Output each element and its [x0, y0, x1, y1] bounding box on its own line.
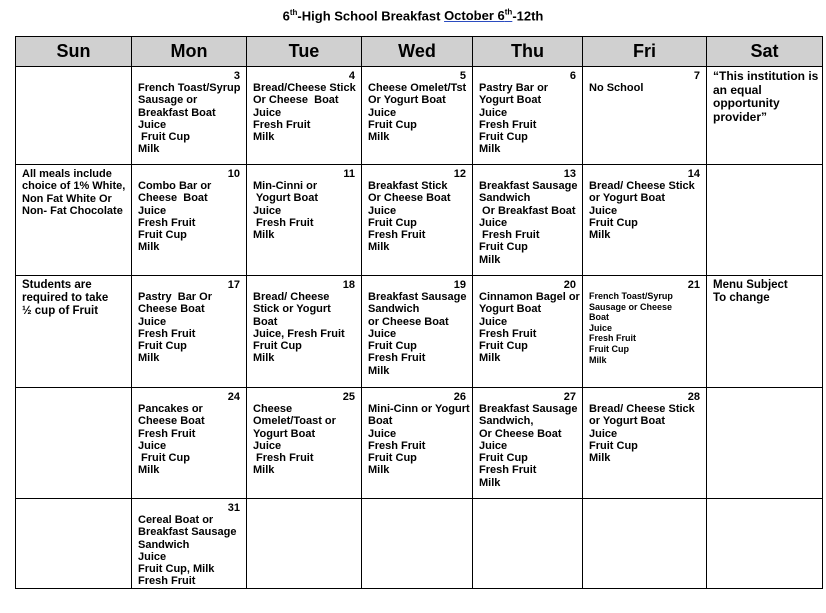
menu-item: Fresh Fruit [589, 333, 637, 344]
menu-item: Juice [138, 315, 167, 328]
date-number: 27 [563, 391, 576, 403]
menu-item: Juice [368, 327, 397, 340]
menu-item: Pastry Bar Or [138, 291, 212, 303]
menu-item: Juice [253, 439, 282, 452]
menu-item: Sausage or Cheese [589, 301, 673, 312]
menu-item: Juice [138, 550, 167, 563]
day-cell-mon [132, 276, 247, 388]
day-cell-mon [132, 499, 247, 589]
day-cell-tue [247, 276, 362, 388]
menu-item: No School [589, 82, 644, 94]
menu-item: Fresh Fruit [138, 427, 196, 440]
menu-item: Boat [368, 415, 393, 428]
date-number: 19 [453, 279, 466, 291]
menu-item: Fruit Cup [479, 241, 528, 254]
menu-item: Sandwich, [479, 415, 534, 428]
date-number: 24 [227, 391, 240, 403]
day-cell-tue [247, 165, 362, 276]
day-cell-thu [473, 499, 583, 589]
title-grade-sup: th [289, 8, 298, 17]
day-header-row [16, 37, 823, 67]
menu-item: Yogurt Boat [479, 94, 542, 107]
menu-item: Breakfast Stick [368, 180, 448, 192]
menu-item: Fruit Cup [138, 229, 187, 242]
menu-item: Or Cheese Boat [253, 94, 339, 107]
menu-item: Combo Bar or [138, 180, 212, 192]
menu-item: To change [713, 292, 770, 304]
day-cell-sat [707, 67, 823, 165]
menu-item: Juice [368, 204, 397, 217]
menu-item: Juice [589, 204, 618, 217]
title-text: -High School Breakfast [297, 8, 445, 24]
menu-item: Min-Cinni or [253, 180, 318, 192]
menu-item: Cheese Boat [138, 415, 205, 428]
menu-item: Breakfast Sausage [138, 526, 237, 539]
day-header-wed: Wed [362, 37, 473, 67]
menu-item: Juice [479, 106, 508, 119]
day-header-tue: Tue [247, 37, 362, 67]
menu-item: Milk [368, 241, 390, 254]
menu-item: Bread/ Cheese [253, 291, 330, 303]
menu-item: Fresh Fruit [479, 118, 537, 131]
menu-item: Fruit Cup, Milk [138, 563, 215, 576]
menu-item: Milk [368, 464, 390, 477]
day-cell-wed [362, 499, 473, 589]
menu-item: Breakfast Boat [138, 106, 216, 119]
date-number: 3 [233, 70, 240, 82]
calendar-table [15, 36, 823, 589]
menu-item: Yogurt Boat [253, 427, 316, 440]
title-range: -12th [512, 8, 544, 24]
menu-item: Milk [368, 131, 390, 144]
date-number: 10 [227, 168, 240, 180]
menu-item: Milk [253, 352, 275, 365]
menu-item: Milk [589, 354, 607, 365]
day-cell-thu [473, 165, 583, 276]
date-number: 25 [342, 391, 355, 403]
menu-item: or Yogurt Boat [589, 415, 665, 428]
date-number: 11 [343, 168, 355, 180]
menu-item: Milk [479, 352, 501, 365]
menu-item: “This institution is [713, 69, 819, 83]
menu-item: Milk [138, 241, 160, 254]
day-cell-wed [362, 276, 473, 388]
menu-item: Milk [479, 253, 501, 266]
date-number: 12 [453, 168, 466, 180]
menu-item: Milk [138, 464, 160, 477]
menu-item: Fresh Fruit [479, 327, 537, 340]
day-cell-sat [707, 388, 823, 499]
menu-item: Juice [479, 439, 508, 452]
menu-item: Juice [479, 315, 508, 328]
menu-item: Fruit Cup [589, 343, 629, 354]
menu-item: Fresh Fruit [253, 452, 314, 465]
menu-item: Juice [138, 118, 167, 131]
day-header-fri: Fri [583, 37, 707, 67]
menu-item: Juice, Fresh Fruit [253, 327, 345, 340]
menu-item: Fruit Cup [253, 340, 302, 353]
menu-item: Fruit Cup [479, 131, 528, 144]
menu-item: Fruit Cup [368, 452, 417, 465]
menu-item: Fresh Fruit [479, 229, 540, 242]
menu-item: Fresh Fruit [368, 439, 426, 452]
menu-item: Milk [589, 229, 611, 242]
menu-item: Milk [479, 143, 501, 156]
day-cell-sun [16, 276, 132, 388]
menu-item: Sausage or [138, 94, 198, 107]
day-header-sun: Sun [16, 37, 132, 67]
menu-item: Breakfast Sausage [479, 180, 578, 192]
date-number: 17 [227, 279, 240, 291]
day-cell-sat [707, 276, 823, 388]
week-row [16, 67, 823, 165]
menu-item: Sandwich [368, 303, 420, 316]
date-number: 13 [563, 168, 576, 180]
day-cell-fri [583, 165, 707, 276]
menu-item: Fruit Cup [138, 340, 187, 353]
menu-item: Cinnamon Bagel or [479, 291, 580, 303]
day-header-mon: Mon [132, 37, 247, 67]
menu-item: Fresh Fruit [368, 352, 426, 365]
date-number: 6 [569, 70, 576, 82]
date-number: 20 [563, 279, 576, 291]
menu-item: Fruit Cup [589, 439, 638, 452]
menu-item: ½ cup of Fruit [22, 305, 99, 317]
day-cell-mon [132, 165, 247, 276]
date-number: 4 [348, 70, 355, 82]
menu-item: French Toast/Syrup [589, 291, 673, 301]
menu-item: Juice [479, 216, 508, 229]
menu-item: Or Breakfast Boat [479, 204, 576, 217]
day-cell-tue [247, 67, 362, 165]
date-number: 18 [342, 279, 355, 291]
day-cell-tue [247, 388, 362, 499]
menu-item: Non- Fat Chocolate [22, 204, 123, 217]
day-cell-fri [583, 499, 707, 589]
menu-item: Sandwich [138, 538, 190, 551]
menu-item: required to take [22, 292, 109, 304]
day-header-sat: Sat [707, 37, 823, 67]
day-cell-sat [707, 499, 823, 589]
menu-item: Milk [368, 364, 390, 377]
title-month-text: October 6 [444, 8, 505, 24]
day-cell-fri [583, 388, 707, 499]
day-cell-sat [707, 165, 823, 276]
menu-item: Or Yogurt Boat [368, 94, 446, 107]
menu-item: Bread/Cheese Stick [253, 82, 356, 94]
menu-item: French Toast/Syrup [138, 82, 241, 94]
menu-item: Students are [22, 279, 92, 291]
day-cell-sun [16, 388, 132, 499]
date-number: 21 [687, 279, 700, 291]
day-cell-wed [362, 388, 473, 499]
date-number: 5 [459, 70, 466, 82]
menu-item: Stick or Yogurt [253, 303, 331, 316]
menu-item: provider” [713, 109, 768, 124]
menu-item: Boat [589, 312, 609, 323]
date-number: 7 [693, 70, 700, 82]
menu-item: an equal [713, 82, 762, 97]
menu-item: Cheese [253, 403, 293, 415]
menu-item: Juice [138, 204, 167, 217]
menu-item: Fruit Cup [368, 340, 417, 353]
day-cell-mon [132, 388, 247, 499]
menu-item: opportunity [713, 96, 780, 110]
menu-item: Cereal Boat or [138, 514, 214, 526]
menu-item: Fresh Fruit [253, 216, 314, 229]
menu-item: Fresh Fruit [253, 118, 311, 131]
day-cell-thu [473, 388, 583, 499]
day-cell-sun [16, 67, 132, 165]
menu-item: Milk [253, 229, 275, 242]
menu-item: Juice [368, 106, 397, 119]
day-cell-wed [362, 67, 473, 165]
date-number: 31 [227, 502, 240, 514]
title-grade: 6 [282, 8, 290, 24]
day-cell-thu [473, 67, 583, 165]
menu-item: Mini-Cinn or Yogurt [368, 403, 470, 415]
menu-item: Boat [253, 315, 278, 328]
day-cell-sun [16, 165, 132, 276]
day-cell-wed [362, 165, 473, 276]
menu-item: Fresh Fruit [138, 216, 196, 229]
title-month-sup: th [504, 8, 513, 17]
menu-item: Juice [253, 106, 282, 119]
menu-item: Bread/ Cheese Stick [589, 403, 695, 415]
day-cell-fri [583, 276, 707, 388]
menu-item: Yogurt Boat [253, 192, 318, 205]
menu-item: Fresh Fruit [368, 229, 426, 242]
page-title [0, 8, 826, 23]
day-cell-sun [16, 499, 132, 589]
menu-item: Or Cheese Boat [479, 427, 562, 440]
menu-item: Pancakes or [138, 403, 203, 415]
menu-item: Omelet/Toast or [253, 415, 336, 428]
menu-item: Fruit Cup [368, 118, 417, 131]
menu-item: Non Fat White Or [22, 192, 112, 205]
menu-item: Fresh Fruit [138, 575, 196, 588]
menu-item: Fruit Cup [479, 340, 528, 353]
menu-item: Fruit Cup [138, 131, 190, 144]
week-row [16, 499, 823, 589]
menu-item: Sandwich [479, 192, 531, 205]
menu-item: Pastry Bar or [479, 82, 549, 94]
menu-item: Milk [479, 476, 501, 489]
menu-item: Milk [253, 131, 275, 144]
menu-item: Milk [138, 143, 160, 156]
menu-item: Fresh Fruit [479, 464, 537, 477]
menu-item: Fruit Cup [368, 216, 417, 229]
menu-item: Menu Subject [713, 279, 788, 291]
menu-item: Cheese Boat [138, 192, 208, 205]
title-month [444, 8, 512, 23]
menu-item: Milk [253, 464, 275, 477]
week-row [16, 388, 823, 499]
day-cell-fri [583, 67, 707, 165]
date-number: 14 [687, 168, 700, 180]
menu-item: Cheese Omelet/Tst [368, 82, 467, 94]
menu-item: Fresh Fruit [138, 327, 196, 340]
menu-item: Juice [589, 322, 613, 333]
menu-item: All meals include [22, 168, 112, 180]
menu-item: or Cheese Boat [368, 315, 449, 328]
menu-item: Milk [138, 352, 160, 365]
menu-item: Milk [589, 452, 611, 465]
menu-item: Breakfast Sausage [479, 403, 578, 415]
week-row [16, 276, 823, 388]
day-cell-mon [132, 67, 247, 165]
menu-item: or Yogurt Boat [589, 192, 665, 205]
menu-item: Or Cheese Boat [368, 192, 451, 205]
day-cell-thu [473, 276, 583, 388]
menu-item: Bread/ Cheese Stick [589, 180, 695, 192]
menu-item: Juice [368, 427, 397, 440]
menu-item: Yogurt Boat [479, 303, 542, 316]
date-number: 28 [687, 391, 700, 403]
menu-item: Cheese Boat [138, 303, 205, 316]
menu-item: Breakfast Sausage [368, 291, 467, 303]
day-cell-tue [247, 499, 362, 589]
menu-item: Juice [589, 427, 618, 440]
menu-item: choice of 1% White, [22, 180, 126, 193]
menu-item: Fruit Cup [138, 452, 190, 465]
menu-item: Fruit Cup [589, 216, 638, 229]
menu-item: Juice [138, 439, 167, 452]
date-number: 26 [453, 391, 466, 403]
menu-item: Fruit Cup [479, 452, 528, 465]
menu-item: Juice [253, 204, 282, 217]
week-row [16, 165, 823, 276]
day-header-thu: Thu [473, 37, 583, 67]
